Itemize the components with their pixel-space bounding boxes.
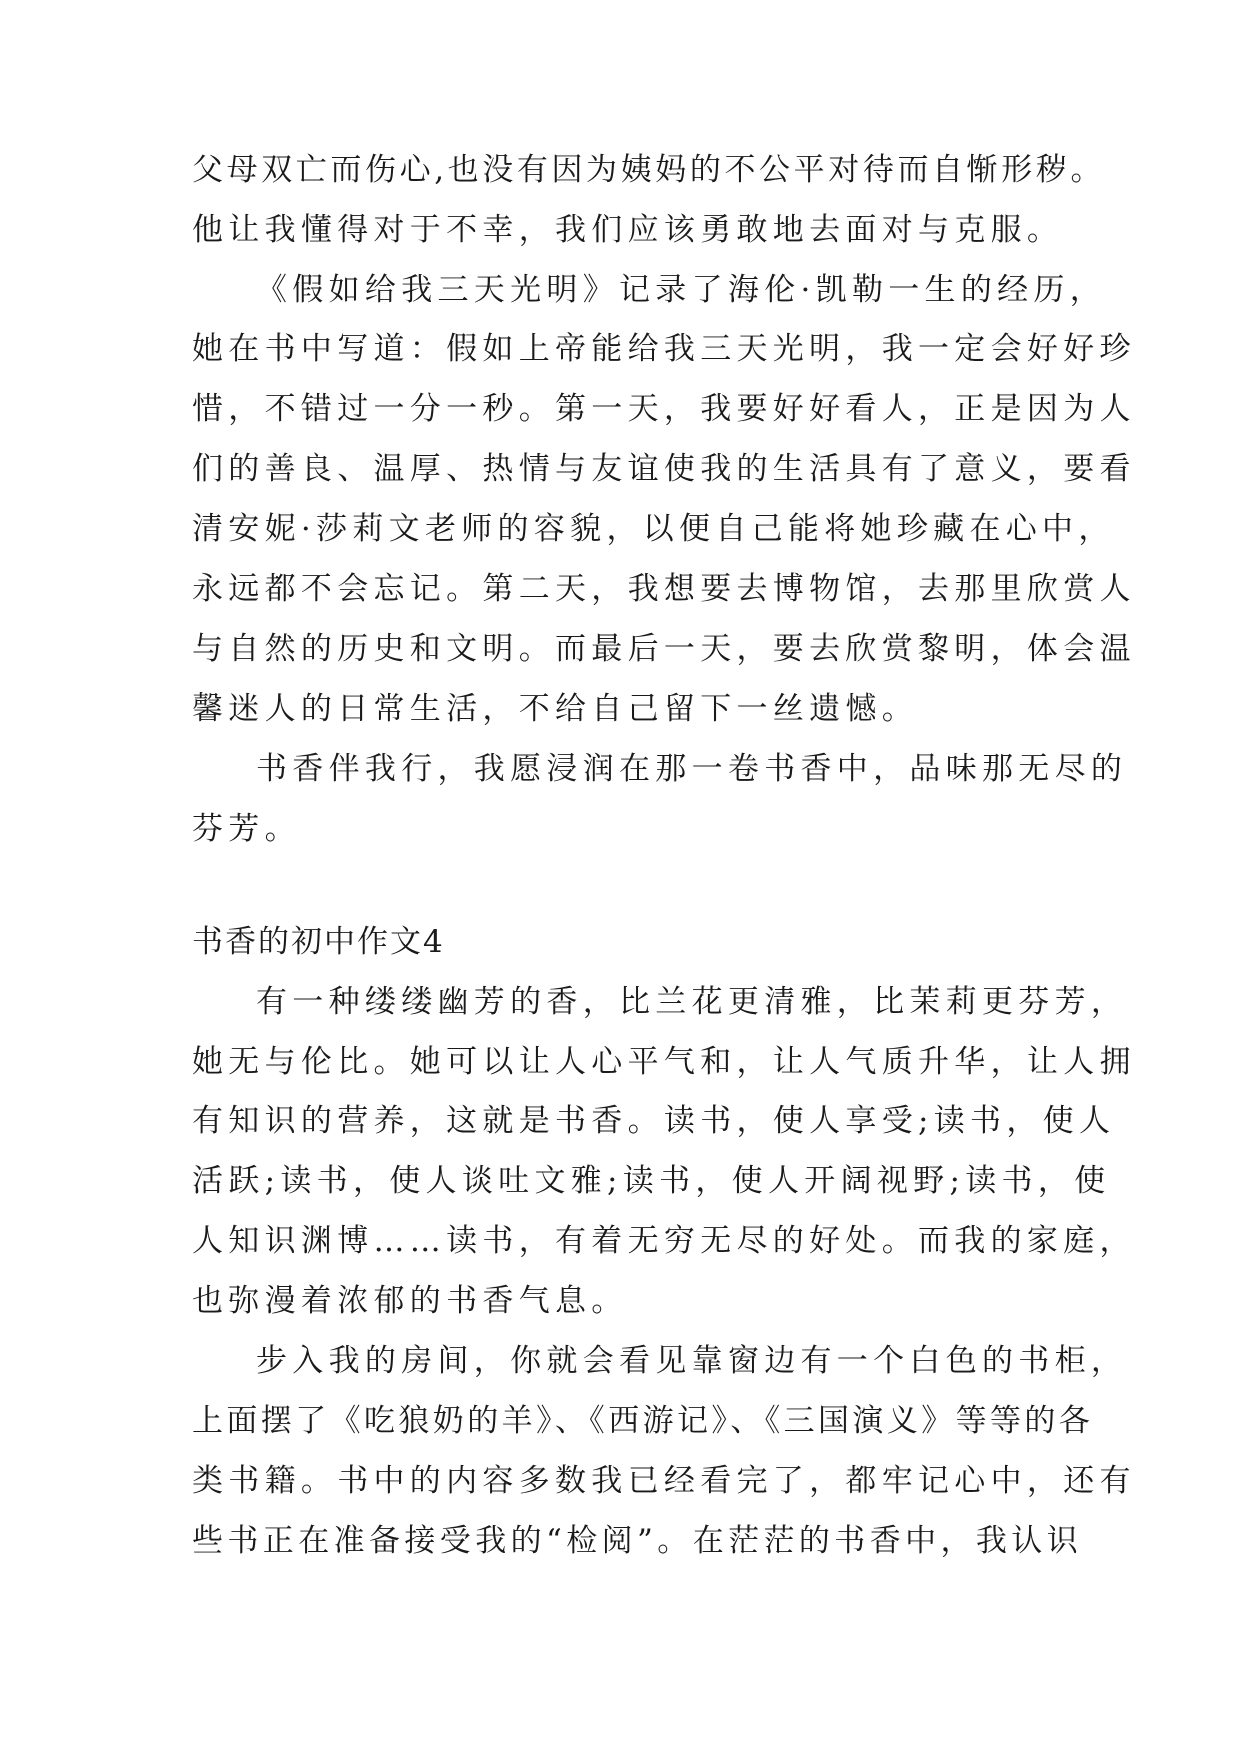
text-line: 父母双亡而伤心,也没有因为姨妈的不公平对待而自惭形秽。 (192, 152, 1106, 188)
text-line: 活跃;读书，使人谈吐文雅;读书，使人开阔视野;读书，使 (192, 1163, 1111, 1199)
text-line: 步入我的房间，你就会看见靠窗边有一个白色的书柜， (256, 1343, 1128, 1379)
section-heading: 书香的初中作文4 (192, 924, 445, 960)
text-line: 些书正在准备接受我的“检阅”。在茫茫的书香中，我认识 (192, 1523, 1083, 1559)
text-line: 馨迷人的日常生活，不给自己留下一丝遗憾。 (192, 691, 918, 727)
text-line: 《假如给我三天光明》记录了海伦·凯勒一生的经历， (256, 272, 1107, 308)
text-line: 与自然的历史和文明。而最后一天，要去欣赏黎明，体会温 (192, 631, 1136, 667)
text-line: 们的善良、温厚、热情与友谊使我的生活具有了意义，要看 (192, 451, 1136, 487)
text-line: 有知识的营养，这就是书香。读书，使人享受;读书，使人 (192, 1103, 1116, 1139)
text-line: 有一种缕缕幽芳的香，比兰花更清雅，比茉莉更芬芳， (256, 984, 1128, 1020)
text-line: 芬芳。 (192, 811, 301, 847)
text-line: 类书籍。书中的内容多数我已经看完了，都牢记心中，还有 (192, 1463, 1136, 1499)
text-line: 上面摆了《吃狼奶的羊》、《西游记》、《三国演义》等等的各 (192, 1403, 1094, 1439)
text-line: 他让我懂得对于不幸，我们应该勇敢地去面对与克服。 (192, 212, 1064, 248)
text-line: 书香伴我行，我愿浸润在那一卷书香中，品味那无尽的 (256, 751, 1128, 787)
text-line: 也弥漫着浓郁的书香气息。 (192, 1283, 628, 1319)
text-line: 她在书中写道：假如上帝能给我三天光明，我一定会好好珍 (192, 331, 1136, 367)
text-line: 人知识渊博……读书，有着无穷无尽的好处。而我的家庭， (192, 1223, 1136, 1259)
text-line: 永远都不会忘记。第二天，我想要去博物馆，去那里欣赏人 (192, 571, 1136, 607)
text-line: 惜，不错过一分一秒。第一天，我要好好看人，正是因为人 (192, 391, 1136, 427)
text-line: 清安妮·莎莉文老师的容貌，以便自己能将她珍藏在心中， (192, 511, 1115, 547)
text-line: 她无与伦比。她可以让人心平气和，让人气质升华，让人拥 (192, 1044, 1136, 1080)
